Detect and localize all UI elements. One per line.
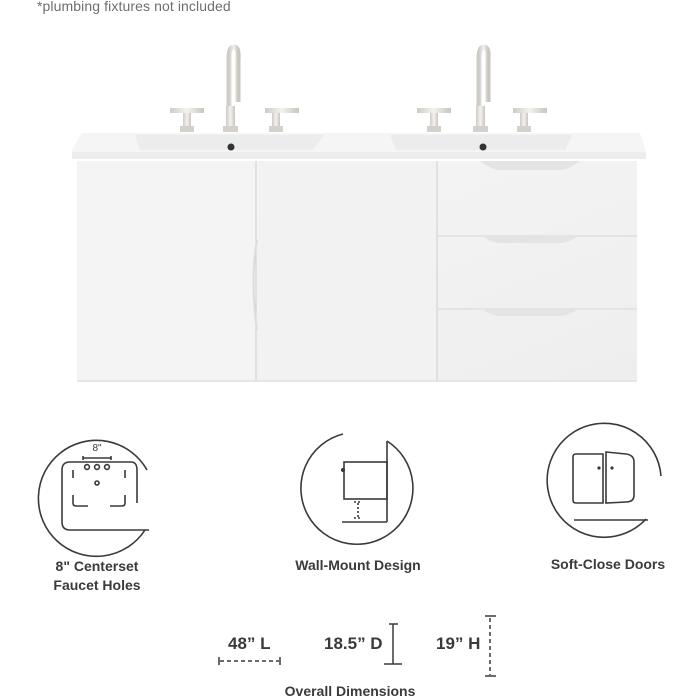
dimensions-title: Overall Dimensions [284, 683, 416, 699]
svg-text:8": 8" [92, 443, 102, 454]
feature-label-wall-mount: Wall-Mount Design [295, 557, 421, 573]
dimension-height: 19” H [436, 634, 481, 653]
dimension-depth: 18.5” D [324, 634, 383, 653]
feature-label-line1: 8" Centerset [55, 558, 139, 574]
feature-label-soft-close: Soft-Close Doors [550, 556, 666, 572]
feature-label-line2: Faucet Holes [53, 577, 141, 593]
dimension-length: 48” L [228, 634, 271, 653]
plumbing-disclaimer: *plumbing fixtures not included [37, 0, 231, 14]
